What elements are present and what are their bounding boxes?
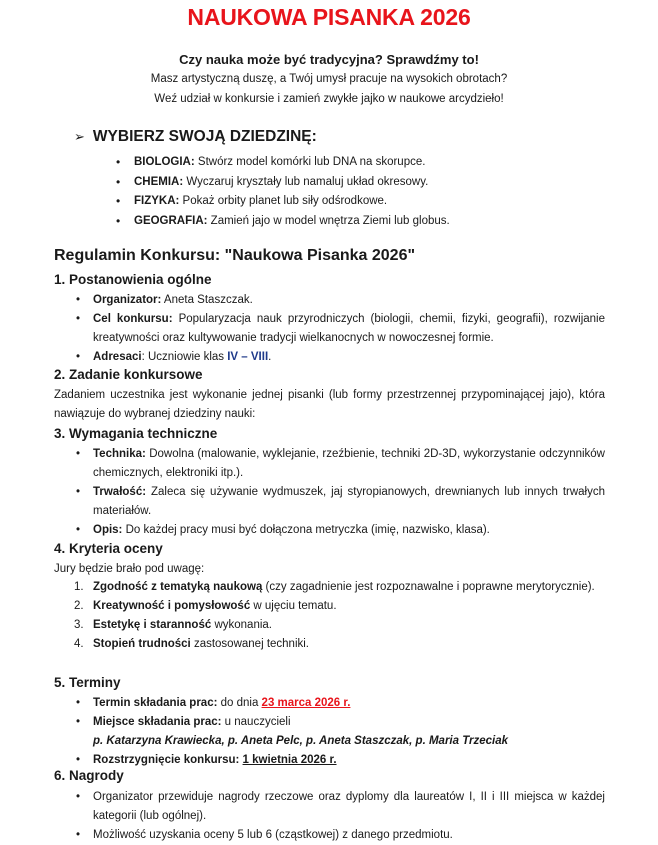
item-label: Miejsce składania prac:: [93, 716, 222, 728]
section-heading-1: 1. Postanowienia ogólne: [54, 272, 212, 287]
item-number: 3.: [74, 619, 84, 631]
item-label: Rozstrzygnięcie konkursu:: [93, 754, 240, 766]
item-text: do dnia: [217, 697, 262, 709]
page-title: NAUKOWA PISANKA 2026: [187, 4, 471, 30]
list-item: [116, 192, 450, 212]
item-text: Dowolna (malowanie, wyklejanie, rzeźbienie, techniki 2D-3D, wykorzystanie odczynników chemicznych, elektroniki itp.).: [93, 448, 605, 479]
list-item: [76, 694, 605, 713]
arrow-bullet-icon: ➢: [74, 129, 85, 144]
item-text: Zamień jajo w model wnętrza Ziemi lub globus.: [207, 215, 450, 228]
field-list: [116, 153, 450, 232]
list-item: [116, 212, 450, 232]
item-label: CHEMIA:: [134, 175, 184, 188]
item-label: Stopień trudności: [93, 638, 191, 650]
deadline-date: 23 marca 2026 r.: [261, 697, 351, 709]
item-text: Pokaż orbity planet lub siły odśrodkowe.: [179, 195, 388, 208]
item-label: FIZYKA:: [134, 195, 180, 208]
item-label: Technika:: [93, 448, 146, 460]
list-item: • Możliwość uzyskania oceny 5 lub 6 (cząstkowej) z danego przedmiotu.: [76, 826, 605, 845]
item-text: w ujęciu tematu.: [250, 600, 337, 612]
section-1-list: [76, 291, 605, 367]
section-heading-6: 6. Nagrody: [54, 768, 124, 783]
intro-question: Czy nauka może być tradycyjna? Sprawdźmy to!: [179, 52, 479, 67]
list-item: [76, 310, 605, 348]
list-item: [76, 521, 605, 540]
item-label: Zgodność z tematyką naukową: [93, 581, 263, 593]
item-label: Trwałość:: [93, 486, 147, 498]
section-heading-4: 4. Kryteria oceny: [54, 541, 163, 556]
teacher-names: p. Katarzyna Krawiecka, p. Aneta Pelc, p. Aneta Staszczak, p. Maria Trzeciak: [93, 735, 509, 747]
result-date: 1 kwietnia 2026 r.: [242, 754, 337, 766]
list-item: [116, 153, 450, 173]
list-item: [76, 751, 605, 770]
item-label: Organizator:: [93, 294, 162, 306]
item-number: 4.: [74, 638, 84, 650]
item-text-end: .: [268, 351, 272, 363]
criteria-list: [74, 578, 605, 654]
item-text: Zaleca się używanie wydmuszek, jaj styropianowych, drewnianych lub innych trwałych materiałów.: [93, 486, 605, 517]
list-item: [116, 173, 450, 193]
section-4-intro: Jury będzie brało pod uwagę:: [54, 563, 205, 575]
list-item: [76, 348, 605, 367]
section-6-list: [76, 788, 605, 845]
item-text: zastosowanej techniki.: [190, 638, 310, 650]
grade-range: IV – VIII: [227, 351, 269, 363]
list-item: • Organizator przewiduje nagrody rzeczowe oraz dyplomy dla laureatów I, II i III miejsca w każdej kategorii (lub ogólnej).: [76, 788, 605, 826]
item-text: : Uczniowie klas: [141, 351, 228, 363]
section-heading-2: 2. Zadanie konkursowe: [54, 367, 203, 382]
item-text: Wyczaruj kryształy lub namaluj układ okresowy.: [183, 175, 429, 188]
section-heading-3: 3. Wymagania techniczne: [54, 426, 218, 441]
item-text: wykonania.: [211, 619, 272, 631]
regulations-title: Regulamin Konkursu: "Naukowa Pisanka 2026": [54, 247, 416, 264]
item-number: 2.: [74, 600, 84, 612]
list-item: [74, 578, 605, 597]
item-label: BIOLOGIA:: [134, 156, 195, 168]
item-text: Stwórz model komórki lub DNA na skorupce.: [194, 156, 426, 168]
section-2-text: Zadaniem uczestnika jest wykonanie jednej pisanki (lub formy przestrzennej przypominającej jajo), która nawiązuje do wybranej dziedziny nauki:: [54, 389, 605, 420]
list-item: [76, 483, 605, 521]
item-text: Do każdej pracy musi być dołączona metryczka (imię, nazwisko, klasa).: [122, 524, 490, 536]
item-label: Opis:: [93, 524, 123, 536]
item-label: Termin składania prac:: [93, 697, 218, 709]
item-label: Cel konkursu:: [93, 313, 173, 325]
item-label: Adresaci: [93, 351, 142, 363]
list-item: [74, 616, 605, 635]
item-number: 1.: [74, 581, 84, 593]
section-heading-5: 5. Terminy: [54, 675, 121, 690]
item-label: Kreatywność i pomysłowość: [93, 600, 251, 612]
list-item: [74, 635, 605, 654]
list-item: [76, 291, 605, 310]
item-text: u nauczycieli: [221, 716, 291, 728]
item-label: GEOGRAFIA:: [134, 215, 208, 228]
item-text: Popularyzacja nauk przyrodniczych (biologii, chemii, fizyki, geografii), rozwijanie kreatywności oraz kultywowanie tradycji wielkanocnych w nowoczesnej formie.: [93, 313, 605, 344]
item-label: Estetykę i staranność: [93, 619, 212, 631]
section-3-list: [76, 445, 605, 540]
intro-line-1: Masz artystyczną duszę, a Twój umysł pracuje na wysokich obrotach?: [150, 73, 508, 85]
intro-line-2: Weź udział w konkursie i zamień zwykłe jajko w naukowe arcydzieło!: [154, 93, 504, 105]
list-item: [76, 713, 605, 751]
list-item: [76, 445, 605, 483]
section-5-list: [76, 694, 605, 770]
choose-field-heading: [74, 128, 317, 146]
choose-field-heading-text: WYBIERZ SWOJĄ DZIEDZINĘ:: [92, 128, 317, 145]
list-item: [74, 597, 605, 616]
item-text: (czy zagadnienie jest rozpoznawalne i poprawne merytorycznie).: [262, 581, 595, 593]
item-text: Aneta Staszczak.: [161, 294, 253, 306]
